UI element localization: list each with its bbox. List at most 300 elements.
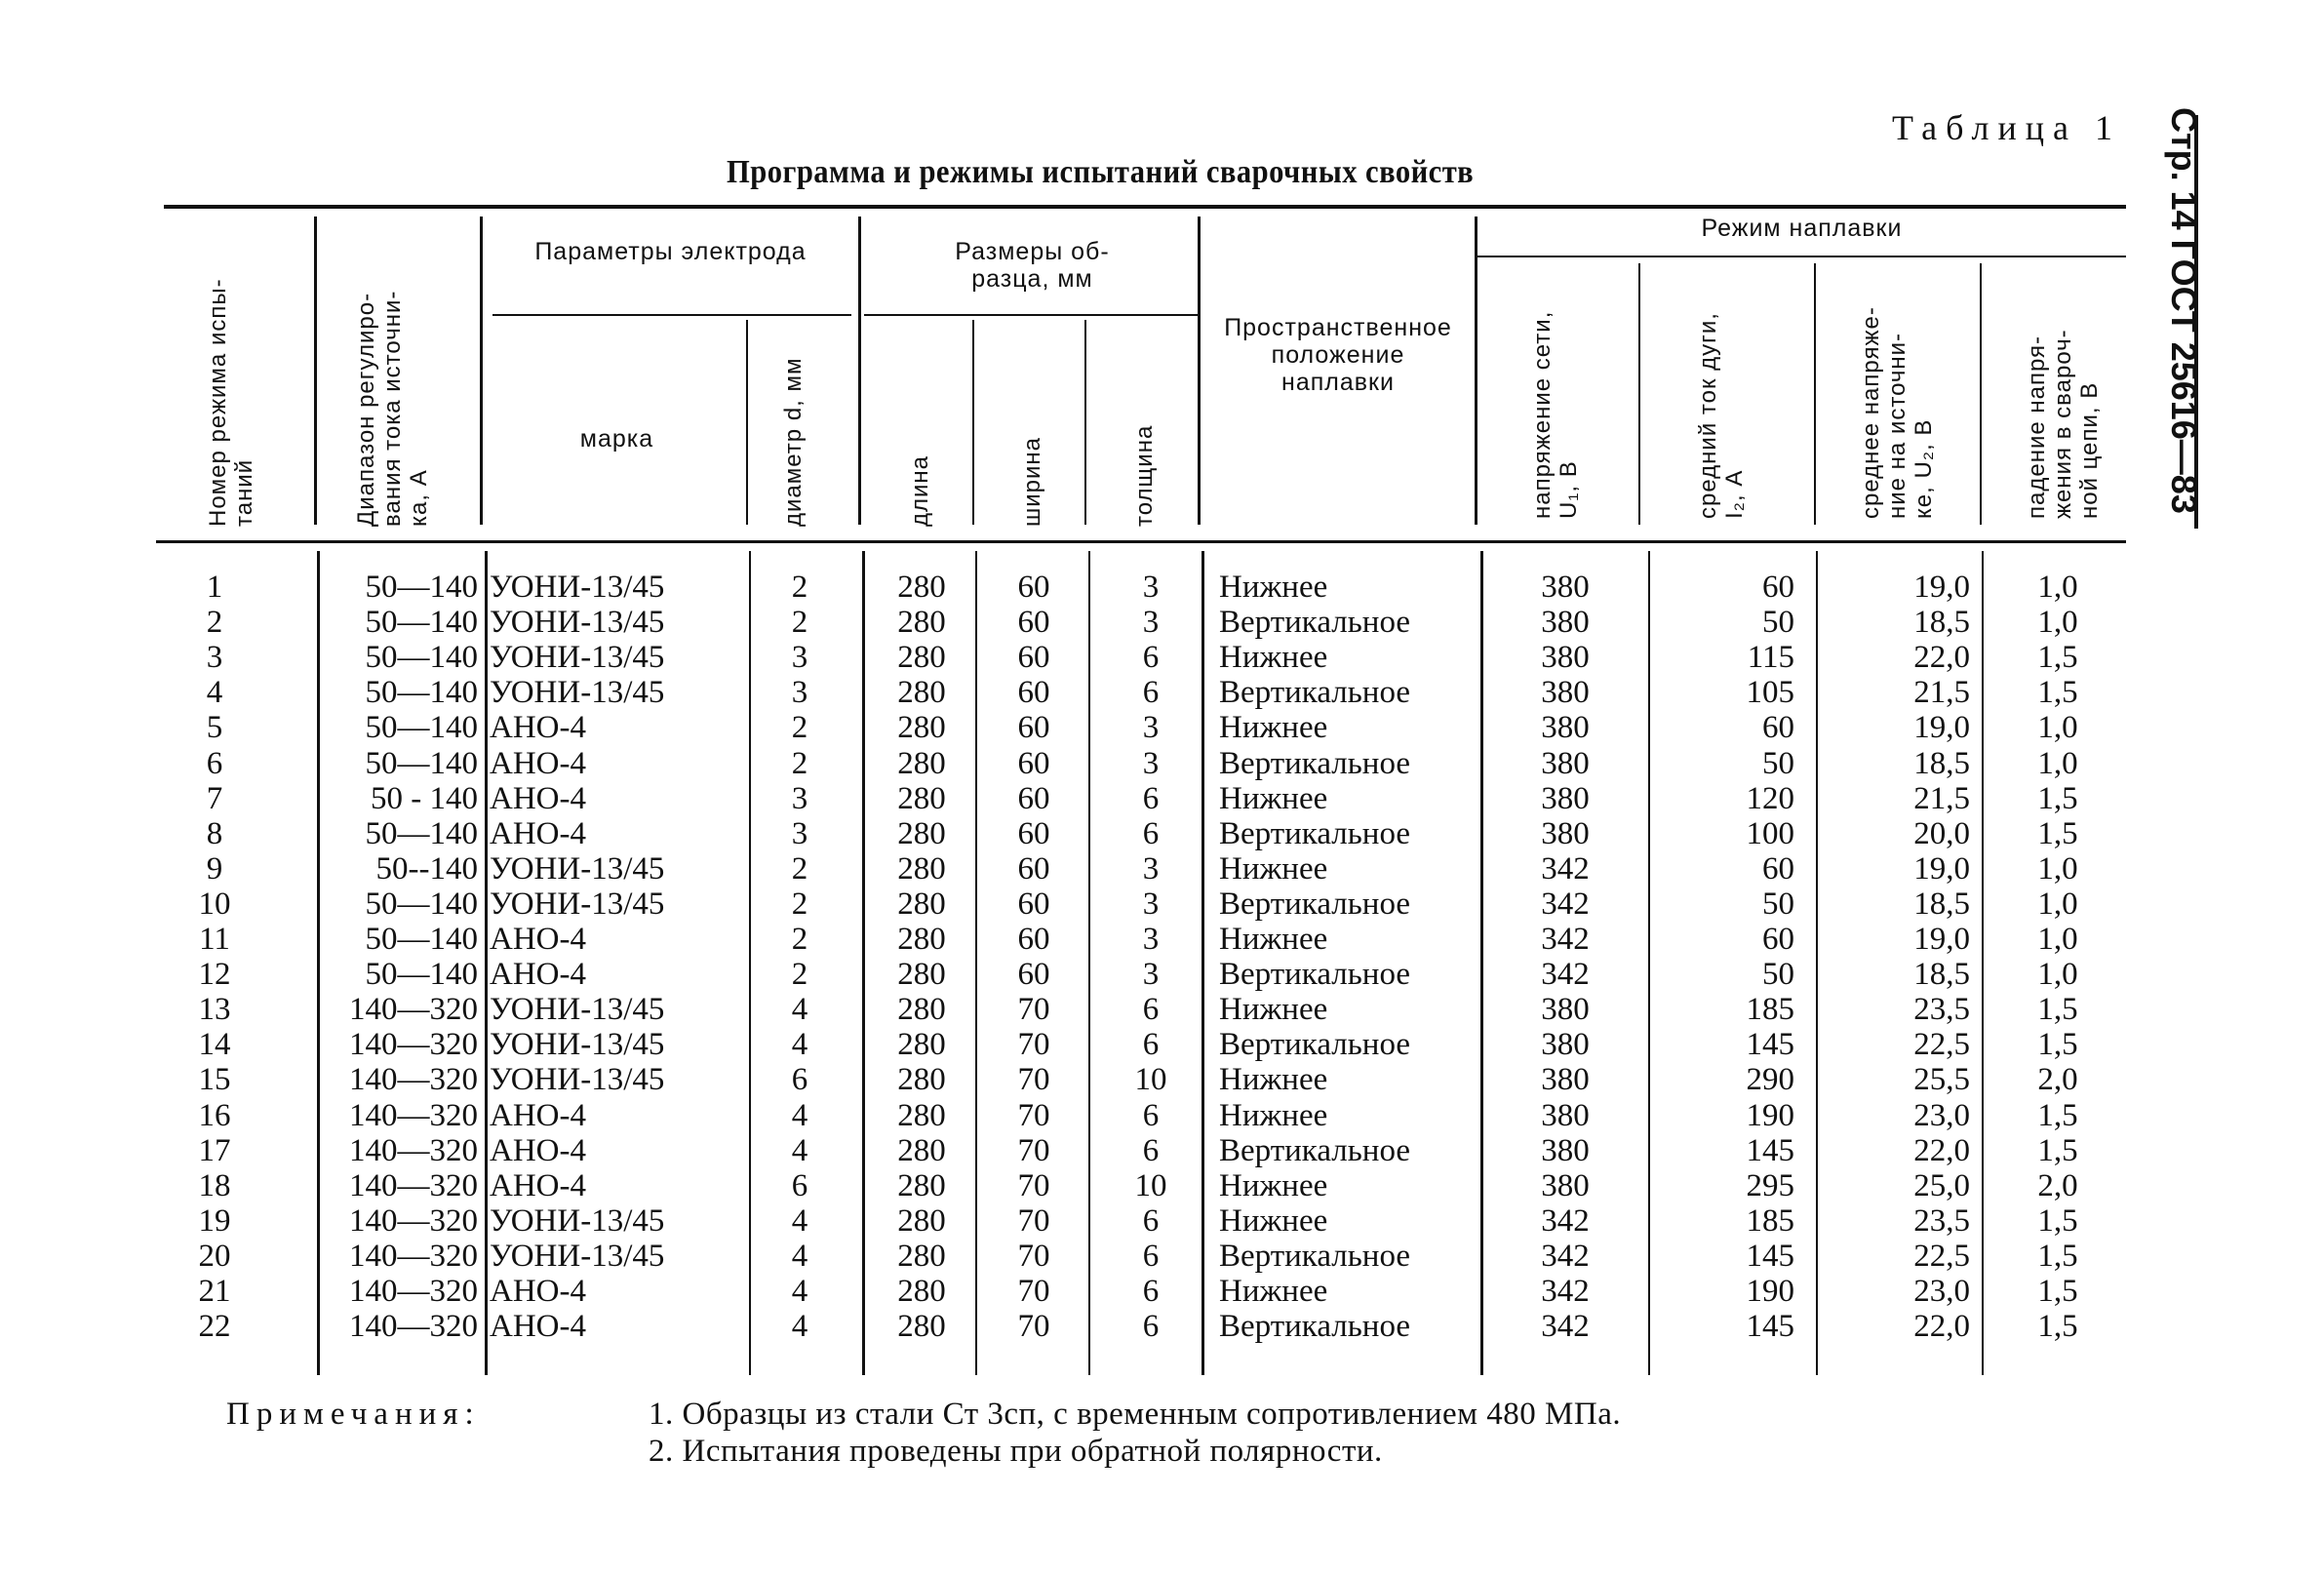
- cell-length: 280: [897, 640, 946, 676]
- cell-arc-current: 60: [1762, 570, 1794, 605]
- cell-voltage-drop: 1,5: [2037, 1097, 2078, 1133]
- cell-arc-current: 50: [1762, 745, 1794, 781]
- cell-diameter: 4: [791, 1309, 808, 1345]
- cell-current-range: 140—320: [349, 992, 478, 1028]
- cell-position: Нижнее: [1219, 850, 1328, 886]
- cell-arc-current: 100: [1746, 815, 1794, 851]
- cell-width: 60: [1017, 922, 1050, 957]
- cell-voltage-drop: 1,5: [2037, 815, 2078, 851]
- cell-thickness: 6: [1142, 1132, 1160, 1168]
- table-row: [0, 886, 2324, 922]
- cell-electrode-brand: АНО-4: [490, 1167, 586, 1203]
- cell-current-range: 50—140: [365, 710, 478, 746]
- cell-test-number: 15: [198, 1062, 231, 1098]
- cell-source-voltage: 22,5: [1913, 1238, 1970, 1274]
- cell-voltage-drop: 2,0: [2037, 1167, 2078, 1203]
- cell-position: Вертикальное: [1219, 605, 1411, 641]
- table-row: [0, 816, 2324, 851]
- cell-arc-current: 50: [1762, 886, 1794, 922]
- table-row: [0, 640, 2324, 675]
- cell-test-number: 3: [206, 640, 223, 676]
- cell-position: Нижнее: [1219, 570, 1328, 605]
- cell-width: 70: [1017, 1202, 1050, 1239]
- cell-source-voltage: 22,0: [1913, 1132, 1970, 1168]
- cell-length: 280: [897, 745, 946, 781]
- header-electrode-params: Параметры электрода: [534, 238, 807, 265]
- cell-thickness: 6: [1142, 1097, 1160, 1133]
- cell-test-number: 16: [198, 1097, 231, 1133]
- col-sep: [1084, 320, 1086, 525]
- cell-source-voltage: 22,5: [1913, 1027, 1970, 1063]
- cell-current-range: 50—140: [365, 815, 478, 851]
- cell-length: 280: [897, 780, 946, 816]
- cell-length: 280: [897, 957, 946, 993]
- cell-voltage-drop: 1,5: [2037, 1238, 2078, 1274]
- table-row: [0, 570, 2324, 605]
- cell-electrode-brand: УОНИ-13/45: [490, 605, 665, 641]
- cell-mains-voltage: 342: [1541, 1309, 1590, 1345]
- cell-electrode-brand: УОНИ-13/45: [490, 1202, 665, 1239]
- cell-voltage-drop: 1,5: [2037, 1309, 2078, 1345]
- cell-position: Вертикальное: [1219, 1132, 1411, 1168]
- cell-arc-current: 185: [1746, 992, 1794, 1028]
- cell-width: 70: [1017, 1274, 1050, 1309]
- cell-position: Вертикальное: [1219, 957, 1411, 993]
- cell-thickness: 3: [1142, 710, 1160, 746]
- cell-length: 280: [897, 886, 946, 922]
- table-row: [0, 605, 2324, 640]
- cell-thickness: 3: [1142, 957, 1160, 993]
- cell-arc-current: 295: [1746, 1167, 1794, 1203]
- cell-current-range: 50—140: [365, 675, 478, 711]
- cell-width: 70: [1017, 1097, 1050, 1133]
- cell-diameter: 2: [791, 922, 808, 957]
- cell-source-voltage: 18,5: [1913, 605, 1970, 641]
- cell-test-number: 14: [198, 1027, 231, 1063]
- cell-source-voltage: 19,0: [1913, 922, 1970, 957]
- cell-mains-voltage: 380: [1541, 675, 1590, 711]
- col-sep: [1980, 263, 1982, 525]
- cell-test-number: 6: [206, 745, 223, 781]
- cell-test-number: 18: [198, 1167, 231, 1203]
- cell-source-voltage: 19,0: [1913, 570, 1970, 605]
- cell-test-number: 22: [198, 1309, 231, 1345]
- header-deposition-mode: Режим наплавки: [1701, 215, 1903, 242]
- cell-diameter: 3: [791, 640, 808, 676]
- cell-current-range: 140—320: [349, 1202, 478, 1239]
- cell-voltage-drop: 1,0: [2037, 570, 2078, 605]
- cell-position: Нижнее: [1219, 922, 1328, 957]
- cell-mains-voltage: 380: [1541, 780, 1590, 816]
- cell-position: Нижнее: [1219, 1062, 1328, 1098]
- cell-source-voltage: 19,0: [1913, 710, 1970, 746]
- cell-position: Нижнее: [1219, 710, 1328, 746]
- cell-length: 280: [897, 1238, 946, 1274]
- cell-voltage-drop: 1,0: [2037, 886, 2078, 922]
- cell-position: Вертикальное: [1219, 1309, 1411, 1345]
- cell-voltage-drop: 1,5: [2037, 780, 2078, 816]
- cell-test-number: 8: [206, 815, 223, 851]
- cell-width: 60: [1017, 710, 1050, 746]
- table-label: Таблица 1: [1892, 108, 2121, 147]
- table-row: [0, 781, 2324, 816]
- cell-diameter: 4: [791, 1027, 808, 1063]
- cell-test-number: 2: [206, 605, 223, 641]
- cell-mains-voltage: 380: [1541, 815, 1590, 851]
- table-row: [0, 1027, 2324, 1062]
- table-row: [0, 1168, 2324, 1203]
- cell-voltage-drop: 1,0: [2037, 922, 2078, 957]
- cell-diameter: 2: [791, 850, 808, 886]
- header-source-voltage: среднее напряже- ние на источни- ке, U₂, В: [1858, 306, 1937, 519]
- cell-diameter: 4: [791, 1202, 808, 1239]
- col-sep: [1475, 217, 1477, 525]
- cell-current-range: 50—140: [365, 570, 478, 605]
- cell-electrode-brand: УОНИ-13/45: [490, 1062, 665, 1098]
- cell-width: 60: [1017, 640, 1050, 676]
- cell-source-voltage: 22,0: [1913, 640, 1970, 676]
- cell-test-number: 9: [206, 850, 223, 886]
- cell-length: 280: [897, 922, 946, 957]
- cell-voltage-drop: 1,5: [2037, 1132, 2078, 1168]
- cell-electrode-brand: АНО-4: [490, 815, 586, 851]
- cell-length: 280: [897, 1274, 946, 1309]
- cell-voltage-drop: 1,5: [2037, 675, 2078, 711]
- table-row: [0, 675, 2324, 710]
- header-sample-dims: Размеры об- разца, мм: [955, 238, 1110, 293]
- cell-current-range: 50—140: [365, 957, 478, 993]
- cell-arc-current: 50: [1762, 957, 1794, 993]
- table-row: [0, 1098, 2324, 1133]
- cell-current-range: 50 - 140: [371, 780, 478, 816]
- cell-mains-voltage: 342: [1541, 886, 1590, 922]
- cell-test-number: 7: [206, 780, 223, 816]
- cell-mains-voltage: 380: [1541, 745, 1590, 781]
- cell-width: 60: [1017, 850, 1050, 886]
- page-side-header: Стр. 14 ГОСТ 25616—83: [2164, 107, 2204, 514]
- cell-current-range: 50—140: [365, 640, 478, 676]
- cell-diameter: 2: [791, 605, 808, 641]
- cell-source-voltage: 19,0: [1913, 850, 1970, 886]
- cell-voltage-drop: 2,0: [2037, 1062, 2078, 1098]
- cell-arc-current: 145: [1746, 1027, 1794, 1063]
- table-row: [0, 1239, 2324, 1274]
- cell-electrode-brand: АНО-4: [490, 1097, 586, 1133]
- cell-arc-current: 185: [1746, 1202, 1794, 1239]
- cell-source-voltage: 22,0: [1913, 1309, 1970, 1345]
- cell-thickness: 3: [1142, 850, 1160, 886]
- header-arc-current: средний ток дуги, I₂, А: [1695, 312, 1748, 519]
- cell-thickness: 6: [1142, 1202, 1160, 1239]
- cell-position: Вертикальное: [1219, 675, 1411, 711]
- header-thickness: толщина: [1131, 424, 1158, 527]
- cell-length: 280: [897, 992, 946, 1028]
- col-sep: [480, 217, 483, 525]
- cell-electrode-brand: АНО-4: [490, 1309, 586, 1345]
- cell-length: 280: [897, 605, 946, 641]
- cell-current-range: 50—140: [365, 745, 478, 781]
- cell-voltage-drop: 1,0: [2037, 745, 2078, 781]
- table-row: [0, 1062, 2324, 1097]
- cell-mains-voltage: 380: [1541, 1167, 1590, 1203]
- cell-arc-current: 145: [1746, 1238, 1794, 1274]
- col-sep: [314, 217, 317, 525]
- cell-electrode-brand: АНО-4: [490, 780, 586, 816]
- cell-source-voltage: 23,5: [1913, 1202, 1970, 1239]
- cell-thickness: 3: [1142, 922, 1160, 957]
- cell-current-range: 140—320: [349, 1238, 478, 1274]
- cell-position: Нижнее: [1219, 640, 1328, 676]
- cell-length: 280: [897, 1167, 946, 1203]
- cell-voltage-drop: 1,0: [2037, 850, 2078, 886]
- cell-position: Нижнее: [1219, 780, 1328, 816]
- electrode-subhead-rule: [492, 314, 851, 316]
- cell-diameter: 4: [791, 1097, 808, 1133]
- cell-position: Нижнее: [1219, 1097, 1328, 1133]
- cell-voltage-drop: 1,5: [2037, 1274, 2078, 1309]
- cell-width: 70: [1017, 1132, 1050, 1168]
- cell-electrode-brand: АНО-4: [490, 1274, 586, 1309]
- cell-arc-current: 145: [1746, 1132, 1794, 1168]
- table-row: [0, 851, 2324, 886]
- cell-mains-voltage: 342: [1541, 957, 1590, 993]
- table-row: [0, 957, 2324, 992]
- cell-mains-voltage: 380: [1541, 570, 1590, 605]
- cell-current-range: 50—140: [365, 605, 478, 641]
- cell-width: 60: [1017, 780, 1050, 816]
- cell-current-range: 140—320: [349, 1062, 478, 1098]
- cell-source-voltage: 25,0: [1913, 1167, 1970, 1203]
- cell-current-range: 140—320: [349, 1097, 478, 1133]
- cell-arc-current: 120: [1746, 780, 1794, 816]
- note-1: 1. Образцы из стали Ст 3сп, с временным сопротивлением 480 МПа.: [649, 1397, 1622, 1432]
- cell-test-number: 5: [206, 710, 223, 746]
- cell-width: 60: [1017, 605, 1050, 641]
- cell-position: Нижнее: [1219, 1202, 1328, 1239]
- cell-width: 60: [1017, 815, 1050, 851]
- cell-width: 70: [1017, 1027, 1050, 1063]
- cell-thickness: 10: [1134, 1167, 1167, 1203]
- cell-arc-current: 105: [1746, 675, 1794, 711]
- cell-electrode-brand: УОНИ-13/45: [490, 1027, 665, 1063]
- cell-width: 60: [1017, 745, 1050, 781]
- cell-length: 280: [897, 1062, 946, 1098]
- cell-width: 60: [1017, 886, 1050, 922]
- cell-length: 280: [897, 1027, 946, 1063]
- cell-position: Вертикальное: [1219, 1238, 1411, 1274]
- cell-mains-voltage: 380: [1541, 992, 1590, 1028]
- cell-arc-current: 60: [1762, 710, 1794, 746]
- cell-current-range: 50—140: [365, 922, 478, 957]
- table-row: [0, 1274, 2324, 1309]
- cell-electrode-brand: АНО-4: [490, 922, 586, 957]
- cell-test-number: 1: [206, 570, 223, 605]
- cell-mains-voltage: 380: [1541, 1097, 1590, 1133]
- cell-position: Вертикальное: [1219, 1027, 1411, 1063]
- cell-width: 70: [1017, 1167, 1050, 1203]
- cell-diameter: 4: [791, 1132, 808, 1168]
- cell-electrode-brand: УОНИ-13/45: [490, 570, 665, 605]
- cell-length: 280: [897, 570, 946, 605]
- cell-diameter: 6: [791, 1062, 808, 1098]
- sample-subhead-rule: [864, 314, 1201, 316]
- cell-thickness: 10: [1134, 1062, 1167, 1098]
- cell-arc-current: 190: [1746, 1274, 1794, 1309]
- cell-source-voltage: 25,5: [1913, 1062, 1970, 1098]
- cell-arc-current: 290: [1746, 1062, 1794, 1098]
- cell-length: 280: [897, 1202, 946, 1239]
- note-2: 2. Испытания проведены при обратной полярности.: [649, 1434, 1383, 1469]
- cell-diameter: 4: [791, 992, 808, 1028]
- cell-mains-voltage: 380: [1541, 1062, 1590, 1098]
- cell-arc-current: 60: [1762, 850, 1794, 886]
- header-diameter: диаметр d, мм: [780, 357, 807, 527]
- cell-source-voltage: 23,0: [1913, 1097, 1970, 1133]
- header-current-range: Диапазон регулиро- вания тока источни- ка, А: [353, 290, 432, 527]
- header-voltage-drop: падение напря- жения в свароч- ной цепи, В: [2024, 329, 2103, 519]
- cell-test-number: 10: [198, 886, 231, 922]
- table-top-rule: [164, 205, 2126, 209]
- cell-source-voltage: 21,5: [1913, 675, 1970, 711]
- cell-source-voltage: 18,5: [1913, 957, 1970, 993]
- cell-current-range: 140—320: [349, 1132, 478, 1168]
- cell-current-range: 140—320: [349, 1274, 478, 1309]
- cell-source-voltage: 23,0: [1913, 1274, 1970, 1309]
- cell-arc-current: 50: [1762, 605, 1794, 641]
- cell-test-number: 13: [198, 992, 231, 1028]
- cell-electrode-brand: УОНИ-13/45: [490, 1238, 665, 1274]
- cell-length: 280: [897, 815, 946, 851]
- table-row: [0, 1133, 2324, 1168]
- table-title: Программа и режимы испытаний сварочных свойств: [727, 154, 1475, 190]
- cell-electrode-brand: УОНИ-13/45: [490, 886, 665, 922]
- cell-mains-voltage: 342: [1541, 850, 1590, 886]
- cell-width: 60: [1017, 675, 1050, 711]
- cell-voltage-drop: 1,5: [2037, 992, 2078, 1028]
- cell-mains-voltage: 380: [1541, 710, 1590, 746]
- cell-electrode-brand: УОНИ-13/45: [490, 992, 665, 1028]
- cell-current-range: 50--140: [375, 850, 478, 886]
- table-row: [0, 1309, 2324, 1344]
- cell-diameter: 4: [791, 1238, 808, 1274]
- cell-voltage-drop: 1,0: [2037, 957, 2078, 993]
- cell-test-number: 11: [199, 922, 230, 957]
- cell-length: 280: [897, 710, 946, 746]
- cell-current-range: 140—320: [349, 1027, 478, 1063]
- cell-width: 60: [1017, 570, 1050, 605]
- cell-diameter: 2: [791, 745, 808, 781]
- cell-thickness: 3: [1142, 745, 1160, 781]
- cell-test-number: 12: [198, 957, 231, 993]
- col-sep: [746, 320, 748, 525]
- cell-position: Вертикальное: [1219, 886, 1411, 922]
- cell-source-voltage: 21,5: [1913, 780, 1970, 816]
- header-mains-voltage: напряжение сети, U₁, В: [1529, 310, 1582, 519]
- cell-arc-current: 115: [1747, 640, 1794, 676]
- table-row: [0, 992, 2324, 1027]
- cell-mains-voltage: 380: [1541, 605, 1590, 641]
- header-length: длина: [907, 454, 933, 527]
- cell-diameter: 3: [791, 675, 808, 711]
- cell-current-range: 140—320: [349, 1309, 478, 1345]
- table-row: [0, 922, 2324, 957]
- cell-mains-voltage: 342: [1541, 922, 1590, 957]
- cell-source-voltage: 20,0: [1913, 815, 1970, 851]
- cell-test-number: 19: [198, 1202, 231, 1239]
- cell-position: Нижнее: [1219, 1167, 1328, 1203]
- cell-mains-voltage: 342: [1541, 1238, 1590, 1274]
- cell-thickness: 3: [1142, 886, 1160, 922]
- cell-electrode-brand: УОНИ-13/45: [490, 640, 665, 676]
- cell-diameter: 3: [791, 815, 808, 851]
- cell-length: 280: [897, 675, 946, 711]
- cell-diameter: 4: [791, 1274, 808, 1309]
- cell-diameter: 2: [791, 957, 808, 993]
- cell-thickness: 6: [1142, 780, 1160, 816]
- cell-mains-voltage: 342: [1541, 1202, 1590, 1239]
- cell-mains-voltage: 380: [1541, 1027, 1590, 1063]
- cell-width: 70: [1017, 1062, 1050, 1098]
- cell-length: 280: [897, 1309, 946, 1345]
- header-test-number: Номер режима испы- таний: [205, 278, 257, 527]
- table-row: [0, 710, 2324, 745]
- cell-position: Нижнее: [1219, 992, 1328, 1028]
- header-position: Пространственное положение наплавки: [1224, 314, 1452, 396]
- cell-current-range: 50—140: [365, 886, 478, 922]
- cell-voltage-drop: 1,5: [2037, 1027, 2078, 1063]
- cell-electrode-brand: АНО-4: [490, 957, 586, 993]
- cell-thickness: 6: [1142, 992, 1160, 1028]
- cell-voltage-drop: 1,5: [2037, 640, 2078, 676]
- header-bottom-rule: [156, 540, 2126, 543]
- notes-label: Примечания:: [226, 1397, 481, 1432]
- cell-thickness: 6: [1142, 815, 1160, 851]
- cell-position: Вертикальное: [1219, 815, 1411, 851]
- cell-test-number: 21: [198, 1274, 231, 1309]
- cell-voltage-drop: 1,0: [2037, 710, 2078, 746]
- cell-position: Нижнее: [1219, 1274, 1328, 1309]
- cell-electrode-brand: УОНИ-13/45: [490, 850, 665, 886]
- cell-thickness: 6: [1142, 1238, 1160, 1274]
- cell-thickness: 6: [1142, 675, 1160, 711]
- cell-thickness: 3: [1142, 570, 1160, 605]
- cell-width: 60: [1017, 957, 1050, 993]
- cell-thickness: 6: [1142, 640, 1160, 676]
- cell-voltage-drop: 1,0: [2037, 605, 2078, 641]
- cell-diameter: 3: [791, 780, 808, 816]
- col-sep: [972, 320, 974, 525]
- cell-electrode-brand: УОНИ-13/45: [490, 675, 665, 711]
- cell-diameter: 2: [791, 710, 808, 746]
- col-sep: [1638, 263, 1640, 525]
- cell-width: 70: [1017, 992, 1050, 1028]
- cell-thickness: 6: [1142, 1274, 1160, 1309]
- cell-test-number: 17: [198, 1132, 231, 1168]
- table-row: [0, 1203, 2324, 1239]
- cell-test-number: 4: [206, 675, 223, 711]
- cell-mains-voltage: 342: [1541, 1274, 1590, 1309]
- cell-thickness: 3: [1142, 605, 1160, 641]
- cell-length: 280: [897, 1132, 946, 1168]
- cell-electrode-brand: АНО-4: [490, 710, 586, 746]
- cell-electrode-brand: АНО-4: [490, 745, 586, 781]
- cell-current-range: 140—320: [349, 1167, 478, 1203]
- cell-mains-voltage: 380: [1541, 1132, 1590, 1168]
- col-sep: [858, 217, 861, 525]
- cell-length: 280: [897, 1097, 946, 1133]
- cell-thickness: 6: [1142, 1027, 1160, 1063]
- col-sep: [1814, 263, 1816, 525]
